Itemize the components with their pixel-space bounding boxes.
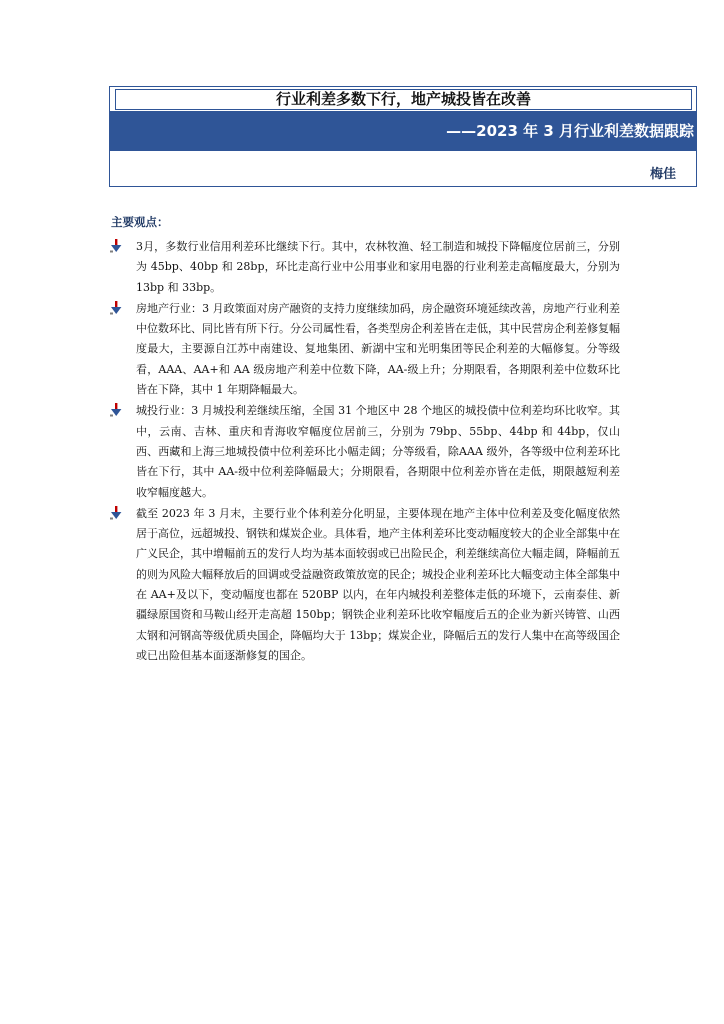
list-item xyxy=(110,401,620,502)
arrow-bullet-icon xyxy=(110,506,124,520)
list-item xyxy=(110,504,620,666)
arrow-bullet-icon xyxy=(110,301,124,315)
report-title: 行业利差多数下行，地产城投皆在改善 xyxy=(115,89,692,110)
list-item xyxy=(110,237,620,298)
report-subtitle: ——2023 年 3 月行业利差数据跟踪 xyxy=(110,111,696,151)
author-name: 梅佳 xyxy=(649,167,676,182)
point-text: 城投行业：3 月城投利差继续压缩，全国 31 个地区中 28 个地区的城投债中位利差均环比收窄。其中，云南、吉林、重庆和青海收窄幅度位居前三，分别为 79bp、55bp、44bp 和 44bp，仅山西、西藏和上海三地城投债中位利差环比小幅走阔；分等级看，除AAA 级外，各等级中位利差环比皆在下行，其中 AA-级中位利差降幅最大；分期限看，各期限中位利差亦皆在走低，期限越短利差收窄幅度越大。 xyxy=(136,404,620,499)
point-text: 截至 2023 年 3 月末，主要行业个体利差分化明显，主要体现在地产主体中位利差及变化幅度依然居于高位，远超城投、钢铁和煤炭企业。具体看，地产主体利差环比变动幅度较大的企业全部集中在广义民企，其中增幅前五的发行人均为基本面较弱或已出险民企，利差继续高位大幅走阔，降幅前五的则为风险大幅释放后的回调或受益融资政策放宽的民企；城投企业利差环比大幅变动主体全部集中在 AA+及以下，变动幅度也都在 520BP 以内，在年内城投利差整体走低的环境下，云南泰佳、新疆绿原国资和马鞍山经开走高超 150bp；钢铁企业利差环比收窄幅度后五的企业为新兴铸管、山西太钢和河钢高等级优质央国企，降幅均大于 13bp；煤炭企业，降幅后五的发行人集中在高等级国企或已出险但基本面逐渐修复的国企。 xyxy=(136,506,620,662)
arrow-bullet-icon xyxy=(110,403,124,417)
point-text: 3月，多数行业信用利差环比继续下行。其中，农林牧渔、轻工制造和城投下降幅度位居前三，分别为 45bp、40bp 和 28bp，环比走高行业中公用事业和家用电器的行业利差走高幅度最大，分别为 13bp 和 33bp。 xyxy=(136,240,620,294)
list-item xyxy=(110,299,620,400)
section-title: 主要观点： xyxy=(111,215,169,229)
arrow-bullet-icon xyxy=(110,239,124,253)
report-header xyxy=(109,86,697,187)
point-text: 房地产行业：3 月政策面对房产融资的支持力度继续加码，房企融资环境延续改善，房地产行业利差中位数环比、同比皆有所下行。分公司属性看，各类型房企利差皆在走低，其中民营房企利差修复幅度最大，主要源自江苏中南建设、复地集团、新湖中宝和光明集团等民企利差的大幅修复。分等级看，AAA、AA+和 AA 级房地产利差中位数下降，AA-级上升；分期限看，各期限利差中位数环比皆在下降，其中 1 年期降幅最大。 xyxy=(136,301,620,397)
key-points-list xyxy=(110,237,620,667)
